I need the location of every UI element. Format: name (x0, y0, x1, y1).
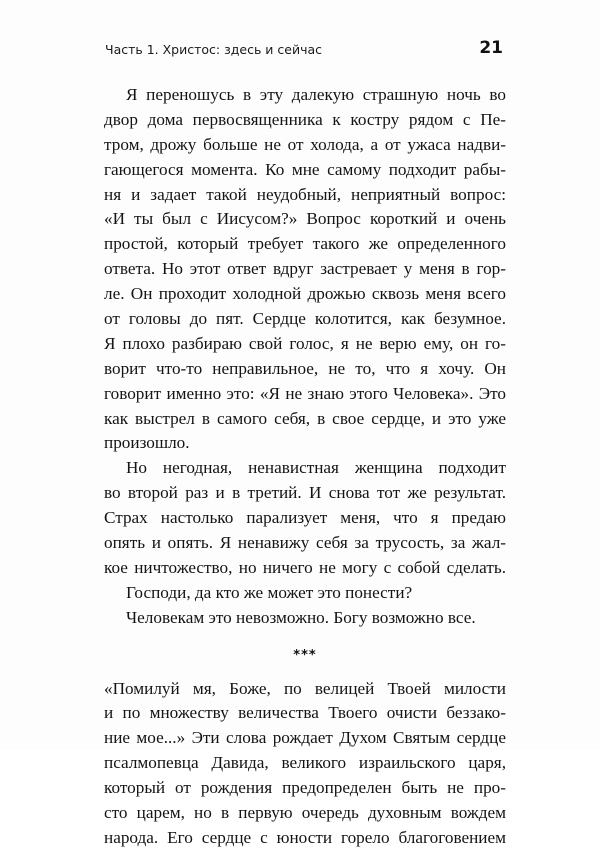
text-line: кое ничтожество, но ничего не могу с собой сделать. (104, 557, 506, 577)
text-line: во второй раз и в третий. И снова тот же результат. (104, 483, 506, 503)
text-line: ние мое...» Эти слова рождает Духом Святым сердце (104, 728, 506, 748)
text-line: ня и задает такой неудобный, неприятный вопрос: (104, 184, 506, 204)
text-line: и по множеству величества Твоего очисти беззако- (104, 703, 506, 723)
text-line: псалмопевца Давида, великого израильского царя, (104, 753, 506, 773)
text-line: произошло. (104, 433, 190, 453)
running-head (105, 38, 503, 62)
text-line: тром, дрожу больше не от холода, а от ужаса надви- (104, 134, 506, 154)
running-title: Часть 1. Христос: здесь и сейчас (105, 42, 322, 57)
text-line: «И ты был с Иисусом?» Вопрос короткий и очень (104, 209, 506, 229)
text-line: народа. Его сердце с юности горело благоговением (104, 827, 506, 847)
page-number: 21 (479, 38, 503, 58)
text-line: ле. Он проходит холодной дрожью сквозь меня всего (104, 284, 506, 304)
text-line: Человекам это невозможно. Богу возможно все. (126, 607, 476, 627)
text-line: Но негодная, ненавистная женщина подходит (126, 458, 506, 478)
text-line: как выстрел в самого себя, в свое сердце, и это уже (104, 408, 506, 428)
text-line: сто царем, но в первую очередь духовным вождем (104, 803, 506, 823)
paragraph (104, 581, 506, 606)
text-line: Я переношусь в эту далекую страшную ночь во (126, 85, 506, 104)
body-text (104, 83, 506, 851)
text-line: двор дома первосвященника к костру рядом с Пе- (104, 109, 506, 129)
section-separator: *** (293, 647, 317, 663)
paragraph (104, 677, 506, 851)
text-line: опять и опять. Я ненавижу себя за трусость, за жал- (104, 533, 506, 553)
text-line: ворит что-то неправильное, не то, что я хочу. Он (104, 358, 506, 378)
paragraph (104, 83, 506, 456)
text-line: гающегося момента. Ко мне самому подходит рабы- (104, 159, 506, 179)
text-line: простой, который требует такого же определенного (104, 234, 506, 254)
text-line: от головы до пят. Сердце колотится, как безумное. (104, 309, 506, 329)
paragraph (104, 456, 506, 580)
paragraph (104, 606, 506, 631)
text-line: «Помилуй мя, Боже, по велицей Твоей милости (104, 678, 506, 698)
text-line: Господи, да кто же может это понести? (126, 582, 413, 602)
text-line: Страх настолько парализует меня, что я предаю (104, 508, 506, 528)
text-line: ответа. Но этот ответ вдруг застревает у меня в гор- (104, 259, 506, 279)
text-line: который от рождения предопределен быть не про- (104, 778, 506, 798)
text-line: Я плохо разбираю свой голос, я не верю ему, он го- (104, 333, 506, 353)
text-line: говорит именно это: «Я не знаю этого Человека». Это (104, 383, 506, 403)
